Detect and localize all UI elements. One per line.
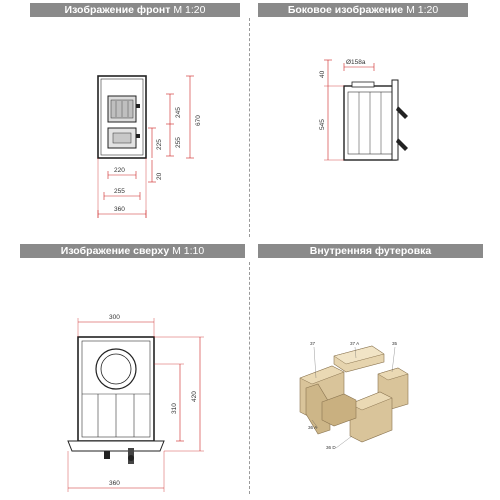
- side-view-drawing: [319, 59, 408, 160]
- side-flue-collar: [352, 82, 374, 87]
- lining-label-35: 35: [392, 341, 398, 346]
- side-view-scale: M 1:20: [406, 4, 439, 16]
- side-front-plate: [392, 80, 398, 160]
- front-dim-220: 220: [114, 167, 125, 174]
- front-view-scale: M 1:20: [173, 4, 206, 16]
- lining-label-36a: 36 A: [308, 425, 318, 430]
- front-view-title: Изображение фронт: [64, 4, 171, 16]
- front-dim-670: 670: [195, 115, 202, 126]
- top-dim-300: 300: [109, 314, 120, 321]
- front-dim-20: 20: [156, 172, 163, 180]
- top-dim-310: 310: [171, 403, 178, 414]
- side-dim-40: 40: [319, 70, 326, 78]
- top-view-drawing: [68, 314, 204, 492]
- side-dim-flue: Ø158a: [346, 59, 366, 66]
- side-view-title: Боковое изображение: [287, 4, 404, 16]
- top-view-title: Изображение сверху: [60, 245, 170, 257]
- side-dim-545: 545: [319, 119, 326, 130]
- front-dim-245: 245: [175, 107, 182, 118]
- lining-view-title: Внутренняя футеровка: [309, 245, 432, 257]
- front-dim-255: 255: [175, 137, 182, 148]
- lining-label-36d: 36 D: [326, 445, 336, 450]
- front-view-drawing: [98, 76, 202, 218]
- front-dim-225: 225: [156, 139, 163, 150]
- front-dim-360: 360: [114, 206, 125, 213]
- top-dim-360: 360: [109, 480, 120, 487]
- top-view-scale: M 1:10: [172, 245, 205, 257]
- front-dim-255-w: 255: [114, 188, 125, 195]
- lining-label-37a: 37 A: [350, 341, 360, 346]
- top-hearth-plate: [68, 441, 164, 451]
- lining-label-37: 37: [310, 341, 316, 346]
- top-dim-420: 420: [191, 391, 198, 402]
- top-flue-inner: [101, 354, 131, 384]
- lining-drawing: [300, 341, 408, 450]
